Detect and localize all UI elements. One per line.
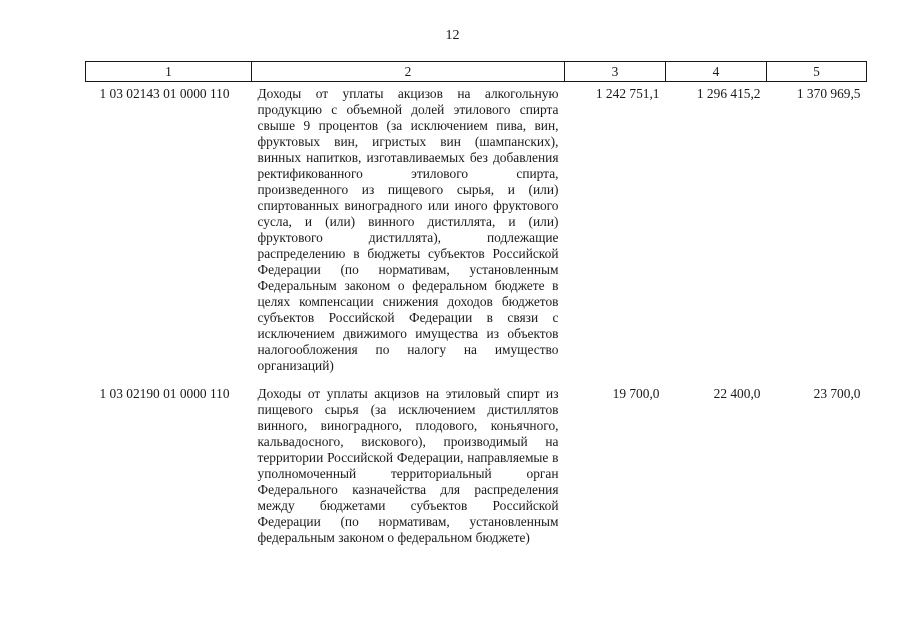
table-row (86, 382, 867, 554)
budget-classification-code: 1 03 02190 01 0000 110 (99, 386, 230, 401)
column-header-4: 4 (666, 62, 767, 82)
amount-column-3: 19 700,0 (612, 386, 660, 401)
table-header-row (86, 62, 867, 82)
column-header-3: 3 (565, 62, 666, 82)
column-header-5: 5 (767, 62, 867, 82)
amount-column-5: 1 370 969,5 (796, 86, 861, 101)
page-number: 12 (445, 28, 460, 43)
budget-classification-code: 1 03 02143 01 0000 110 (99, 86, 230, 101)
amount-column-4: 22 400,0 (713, 386, 761, 401)
table-row (86, 82, 867, 383)
revenue-table (85, 61, 867, 554)
amount-column-4: 1 296 415,2 (696, 86, 761, 101)
revenue-description: Доходы от уплаты акцизов на этиловый спирт из пищевого сырья (за исключением дистиллятов винного, виноградного, плодового, коньячного, кальвадосного, вискового), производимый на территории Российской Федерации, направляемые в уполномоченный территориальный орган Федерального казначейства для распределения между бюджетами субъектов Российской Федерации (по нормативам, установленным федеральным законом о федеральном бюджете) (257, 386, 559, 545)
column-header-1: 1 (86, 62, 252, 82)
revenue-description: Доходы от уплаты акцизов на алкогольную продукцию с объемной долей этилового спирта свыше 9 процентов (за исключением пива, вин, фруктовых вин, игристых вин (шампанских), винных напитков, изготавливаемых без добавления ректификованного этилового спирта, произведенного из пищевого сырья, и (или) спиртованных виноградного или иного фруктового сусла, и (или) винного дистиллята, и (или) фруктового дистиллята), подлежащие распределению в бюджеты субъектов Российской Федерации (по нормативам, установленным Федеральным законом о федеральном бюджете в целях компенсации снижения доходов бюджетов субъектов Российской Федерации в связи с исключением движимого имущества из объектов налогообложения по налогу на имущество организаций) (257, 86, 559, 373)
amount-column-3: 1 242 751,1 (595, 86, 660, 101)
amount-column-5: 23 700,0 (813, 386, 861, 401)
column-header-2: 2 (252, 62, 565, 82)
